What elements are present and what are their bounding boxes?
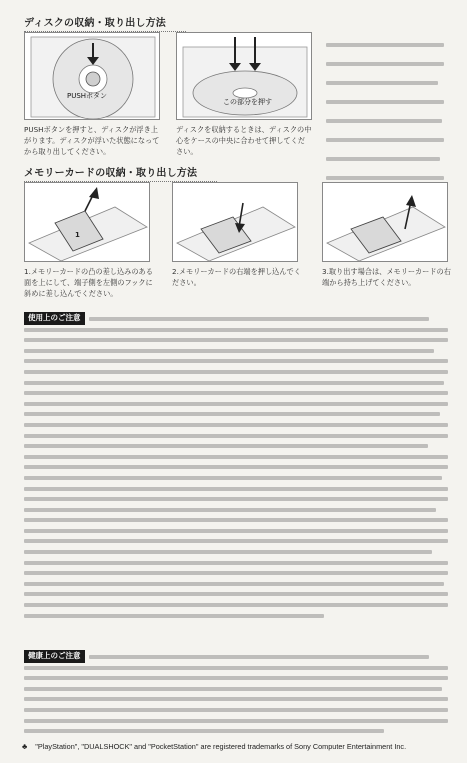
trademark-text: "PlayStation", "DUALSHOCK" and "PocketStation" are registered trademarks of Sony Computer Entertainment Inc. [35, 742, 407, 751]
trademark-notice [22, 742, 452, 751]
push-button-label: PUSHボタン [67, 92, 108, 100]
memory-card-caption-1: 1.メモリーカードの凸の差し込みのある面を上にして、端子側を左側のフックに斜めに差し込んでください。 [24, 267, 153, 298]
disc-side-note [326, 34, 444, 205]
press-area-label: この部分を押す [223, 98, 272, 106]
memory-card-press-illustration [173, 183, 298, 262]
memory-card-insert-illustration [25, 183, 150, 262]
disc-case-illustration [25, 33, 160, 120]
memory-card-section-title: メモリーカードの収納・取り出し方法 [24, 164, 197, 179]
disc-section-title: ディスクの収納・取り出し方法 [24, 14, 166, 29]
disc-caption-2: ディスクを収納するときは、ディスクの中心をケースの中央に合わせて押してください。 [176, 125, 312, 156]
disc-figure-press-area [176, 32, 312, 120]
memory-card-number: 1 [75, 231, 80, 239]
memory-card-figure-2 [172, 182, 298, 262]
playstation-logo: ♣ [22, 742, 28, 751]
disc-caption-1: PUSHボタンを押すと、ディスクが浮き上がります。ディスクが浮いた状態になってから取り出してください。 [24, 125, 160, 156]
memory-card-remove-illustration [323, 183, 448, 262]
disc-figure-push-button [24, 32, 160, 120]
health-notes-tag: 健康上のご注意 [24, 650, 85, 663]
memory-card-caption-2: 2.メモリーカードの右端を押し込んでください。 [172, 267, 301, 287]
health-notes-block [24, 650, 448, 736]
memory-card-figure-3 [322, 182, 448, 262]
memory-card-figure-1 [24, 182, 150, 262]
memory-card-caption-3: 3.取り出す場合は、メモリーカードの右端から持ち上げてください。 [322, 267, 451, 287]
usage-notes-tag: 使用上のご注意 [24, 312, 85, 325]
usage-notes-block [24, 312, 448, 634]
